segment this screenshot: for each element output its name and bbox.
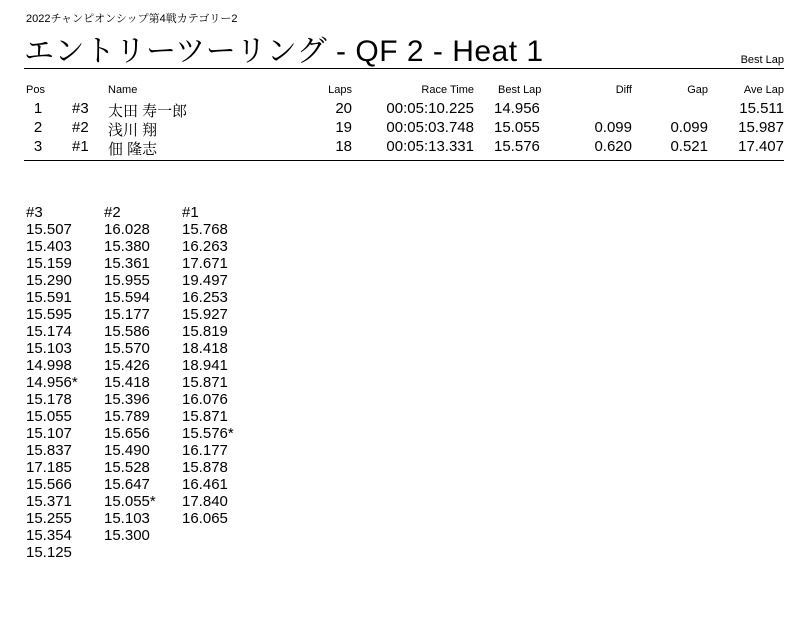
lap-column-header: #3 [26,204,43,221]
lap-times-column [182,204,234,527]
lap-time: 15.290 [26,272,72,289]
lap-time: 15.371 [26,493,72,510]
lap-time: 15.586 [104,323,150,340]
results-bottom-divider [24,160,784,161]
lap-time: 15.396 [104,391,150,408]
lap-time: 15.125 [26,544,72,561]
col-name: Name [108,84,138,96]
lap-time: 15.768 [182,221,228,238]
result-gap: 0.099 [670,119,708,136]
result-race-time: 00:05:13.331 [386,138,474,155]
lap-time: 15.927 [182,306,228,323]
lap-time: 17.671 [182,255,228,272]
result-pos: 2 [33,119,43,136]
lap-time: 15.570 [104,340,150,357]
lap-time: 17.185 [26,459,72,476]
lap-time: 15.418 [104,374,150,391]
lap-time: 15.819 [182,323,228,340]
lap-time: 15.871 [182,408,228,425]
lap-time: 18.418 [182,340,228,357]
result-driver-name: 太田 寿一郎 [108,103,188,120]
event-subtitle: 2022チャンピオンシップ第4戦カテゴリー2 [26,13,238,25]
lap-time: 15.177 [104,306,150,323]
result-diff: 0.099 [594,119,632,136]
result-ave-lap: 15.511 [739,100,784,117]
col-pos: Pos [26,84,45,96]
lap-time: 14.998 [26,357,72,374]
col-ave-lap: Ave Lap [743,84,784,96]
lap-time: 15.403 [26,238,72,255]
col-laps: Laps [328,84,352,96]
result-car-number: #3 [72,100,89,117]
lap-time: 15.103 [104,510,150,527]
result-car-number: #1 [72,138,89,155]
result-pos: 3 [33,138,43,155]
lap-time: 16.461 [182,476,228,493]
lap-time: 15.255 [26,510,72,527]
result-row [0,138,800,156]
lap-time: 15.300 [104,527,150,544]
result-best-lap: 14.956 [494,100,540,117]
result-laps: 19 [335,119,352,136]
lap-time: 15.426 [104,357,150,374]
lap-time: 15.595 [26,306,72,323]
result-gap: 0.521 [670,138,708,155]
lap-time: 15.103 [26,340,72,357]
lap-time: 15.055* [104,493,156,510]
lap-time: 15.107 [26,425,72,442]
result-car-number: #2 [72,119,89,136]
result-diff: 0.620 [594,138,632,155]
lap-time: 15.159 [26,255,72,272]
result-laps: 18 [335,138,352,155]
result-best-lap: 15.055 [494,119,540,136]
lap-time: 16.028 [104,221,150,238]
result-row [0,100,800,118]
lap-column-header: #2 [104,204,121,221]
lap-time: 15.174 [26,323,72,340]
result-ave-lap: 15.987 [738,119,784,136]
lap-time: 15.055 [26,408,72,425]
lap-time: 15.576* [182,425,234,442]
lap-times-column [104,204,156,544]
lap-time: 15.380 [104,238,150,255]
lap-time: 15.490 [104,442,150,459]
lap-time: 15.507 [26,221,72,238]
lap-time: 17.840 [182,493,228,510]
lap-time: 15.591 [26,289,72,306]
lap-time: 19.497 [182,272,228,289]
lap-time: 15.878 [182,459,228,476]
result-race-time: 00:05:10.225 [386,100,474,117]
lap-time: 16.177 [182,442,228,459]
lap-times-column [26,204,78,561]
lap-time: 15.594 [104,289,150,306]
col-race-time: Race Time [421,84,474,96]
lap-column-header: #1 [182,204,199,221]
lap-time: 15.871 [182,374,228,391]
col-best-lap: Best Lap [498,84,542,96]
lap-time: 15.656 [104,425,150,442]
result-driver-name: 佃 隆志 [108,141,158,158]
lap-time: 16.065 [182,510,228,527]
result-driver-name: 浅川 翔 [108,122,158,139]
title-divider [24,68,784,69]
lap-time: 15.647 [104,476,150,493]
result-laps: 20 [335,100,352,117]
col-gap: Gap [687,84,708,96]
result-pos: 1 [33,100,43,117]
lap-time: 15.528 [104,459,150,476]
lap-time: 14.956* [26,374,78,391]
lap-time: 18.941 [182,357,228,374]
page-title: エントリーツーリング - QF 2 - Heat 1 [24,35,544,68]
result-race-time: 00:05:03.748 [386,119,474,136]
lap-time: 16.253 [182,289,228,306]
lap-time: 15.361 [104,255,150,272]
lap-time: 15.955 [104,272,150,289]
col-diff: Diff [615,84,632,96]
result-best-lap: 15.576 [494,138,540,155]
lap-time: 15.837 [26,442,72,459]
lap-time: 15.178 [26,391,72,408]
lap-time: 15.789 [104,408,150,425]
lap-time: 16.076 [182,391,228,408]
best-lap-tag: Best Lap [740,54,784,66]
lap-time: 16.263 [182,238,228,255]
result-ave-lap: 17.407 [738,138,784,155]
lap-time: 15.566 [26,476,72,493]
lap-time: 15.354 [26,527,72,544]
result-row [0,119,800,137]
